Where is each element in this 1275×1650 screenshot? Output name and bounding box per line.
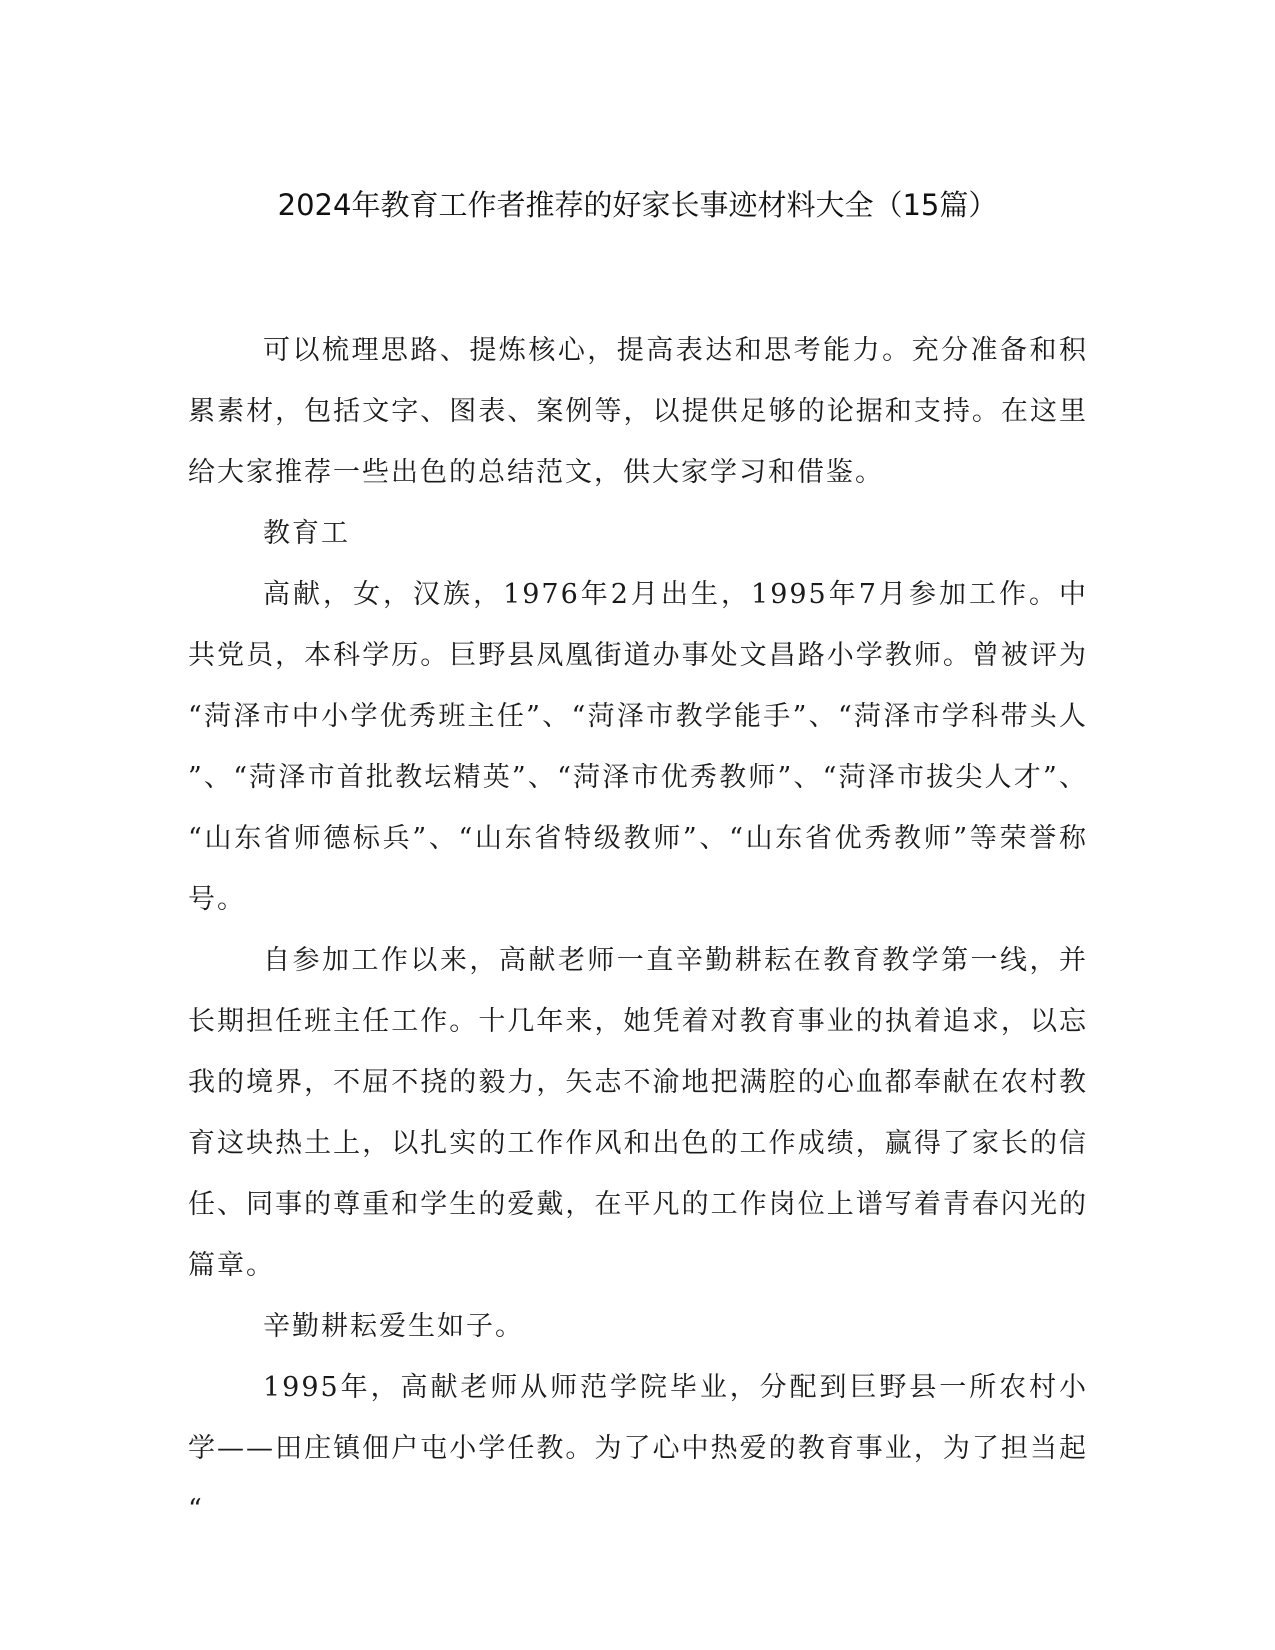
- paragraph-heading-education: 教育工: [263, 518, 350, 549]
- paragraph-career: 自参加工作以来，高献老师一直辛勤耕耘在教育教学第一线，并长期担任班主任工作。十几年来，她凭着对教育事业的执着追求，以忘我的境界，不屈不挠的毅力，矢志不渝地把满腔的心血都奉献在农村教育这块热土上，以扎实的工作作风和出色的工作成绩，赢得了家长的信任、同事的尊重和学生的爱戴，在平凡的工作岗位上谱写着青春闪光的篇章。: [188, 945, 1088, 1281]
- paragraph-intro: 可以梳理思路、提炼核心，提高表达和思考能力。充分准备和积累素材，包括文字、图表、案例等，以提供足够的论据和支持。在这里给大家推荐一些出色的总结范文，供大家学习和借鉴。: [188, 335, 1088, 488]
- document-title: 2024年教育工作者推荐的好家长事迹材料大全（15篇）: [277, 188, 998, 222]
- paragraph-subheading: 辛勤耕耘爱生如子。: [263, 1311, 524, 1342]
- document-body: [188, 320, 1088, 1540]
- paragraph-profile: 高献，女，汉族，1976年2月出生，1995年7月参加工作。中共党员，本科学历。巨野县凤凰街道办事处文昌路小学教师。曾被评为“菏泽市中小学优秀班主任”、“菏泽市教学能手”、“菏泽市学科带头人”、“菏泽市首批教坛精英”、“菏泽市优秀教师”、“菏泽市拔尖人才”、“山东省师德标兵”、“山东省特级教师”、“山东省优秀教师”等荣誉称号。: [188, 579, 1088, 915]
- paragraph-1995: 1995年，高献老师从师范学院毕业，分配到巨野县一所农村小学——田庄镇佃户屯小学任教。为了心中热爱的教育事业，为了担当起“: [188, 1372, 1088, 1525]
